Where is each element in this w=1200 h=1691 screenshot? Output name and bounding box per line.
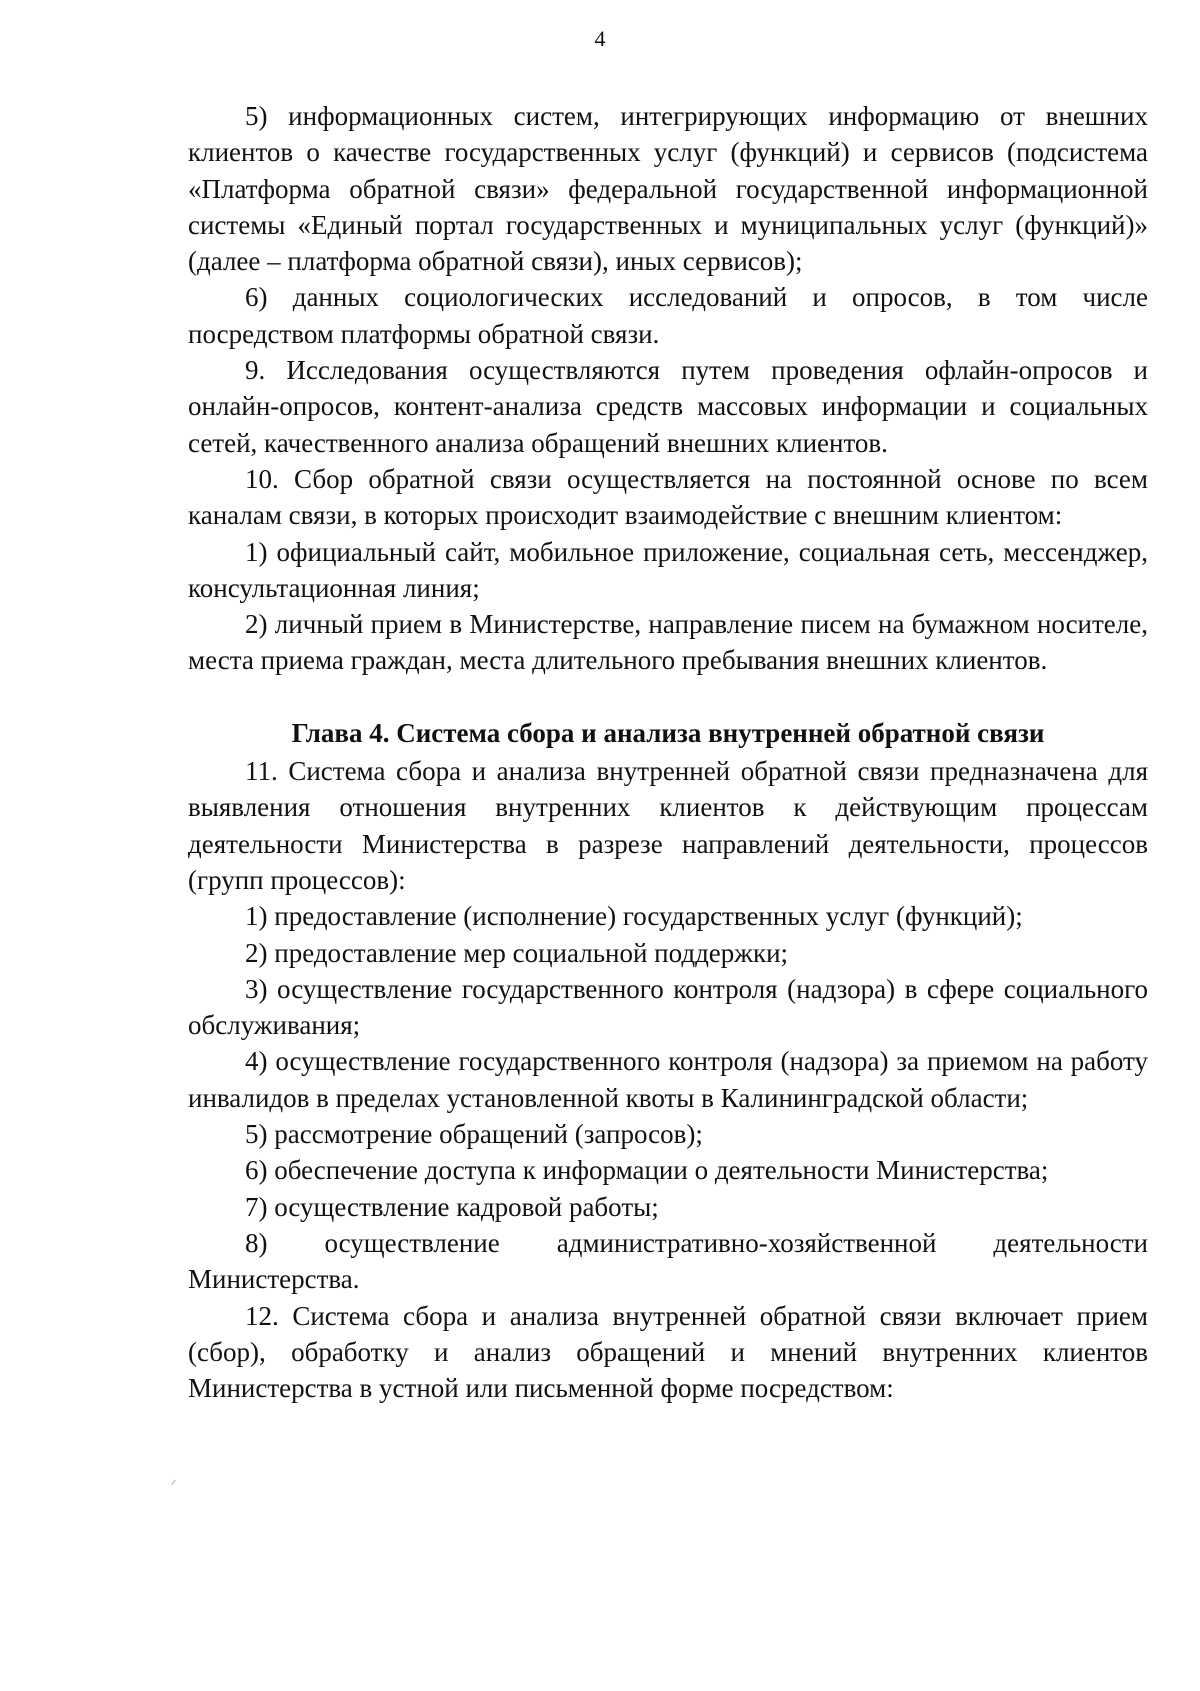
paragraph-clause-11-item-5: 5) рассмотрение обращений (запросов); [245, 1119, 703, 1150]
paragraph-clause-11-item-2: 2) предоставление мер социальной поддержки; [245, 937, 789, 968]
chapter-title: Глава 4. Система сбора и анализа внутренней обратной связи [291, 717, 1045, 748]
paragraph-item-6-sociological-research: 6) данных социологических исследований и опросов, в том числе посредством платформы обратной связи. [188, 282, 1148, 349]
paragraph-clause-11-item-6: 6) обеспечение доступа к информации о деятельности Министерства; [245, 1155, 1049, 1186]
paragraph-item-5-information-systems: 5) информационных систем, интегрирующих информацию от внешних клиентов о качестве государственных услуг (функций) и сервисов (подсистема «Платформа обратной связи» федеральной государственной информационной системы «Единый портал государственных и муниципальных услуг (функций)» (далее – платформа обратной связи), иных сервисов); [188, 101, 1148, 277]
paragraph-clause-11-item-3: 3) осуществление государственного контроля (надзора) в сфере социального обслуживания; [188, 973, 1148, 1041]
scan-margin-mark [171, 1480, 182, 1490]
paragraph-clause-10: 10. Сбор обратной связи осуществляется на постоянной основе по всем каналам связи, в которых происходит взаимодействие с внешним клиентом: [188, 463, 1148, 531]
paragraph-clause-10-item-1: 1) официальный сайт, мобильное приложение, социальная сеть, мессенджер, консультационная линия; [188, 536, 1148, 603]
paragraph-clause-11-item-1: 1) предоставление (исполнение) государственных услуг (функций); [245, 901, 1023, 932]
paragraph-clause-9: 9. Исследования осуществляются путем проведения офлайн-опросов и онлайн-опросов, контент-анализа средств массовых информации и социальных сетей, качественного анализа обращений внешних клиентов. [188, 355, 1148, 458]
paragraph-clause-10-item-2: 2) личный прием в Министерстве, направление писем на бумажном носителе, места приема граждан, места длительного пребывания внешних клиентов. [188, 609, 1148, 676]
paragraph-clause-11: 11. Система сбора и анализа внутренней обратной связи предназначена для выявления отношения внутренних клиентов к действующим процессам деятельности Министерства в разрезе направлений деятельности, процессов (групп процессов): [188, 756, 1148, 895]
paragraph-clause-11-item-4: 4) осуществление государственного контроля (надзора) за приемом на работу инвалидов в пределах установленной квоты в Калининградской области; [188, 1046, 1148, 1113]
document-body [188, 98, 1148, 1406]
paragraph-clause-11-item-8: 8) осуществление административно-хозяйственной деятельности Министерства. [188, 1227, 1148, 1295]
paragraph-clause-12: 12. Система сбора и анализа внутренней обратной связи включает прием (сбор), обработку и анализ обращений и мнений внутренних клиентов Министерства в устной или письменной форме посредством: [188, 1300, 1148, 1404]
page-number: 4 [594, 26, 606, 51]
paragraph-clause-11-item-7: 7) осуществление кадровой работы; [245, 1191, 659, 1222]
